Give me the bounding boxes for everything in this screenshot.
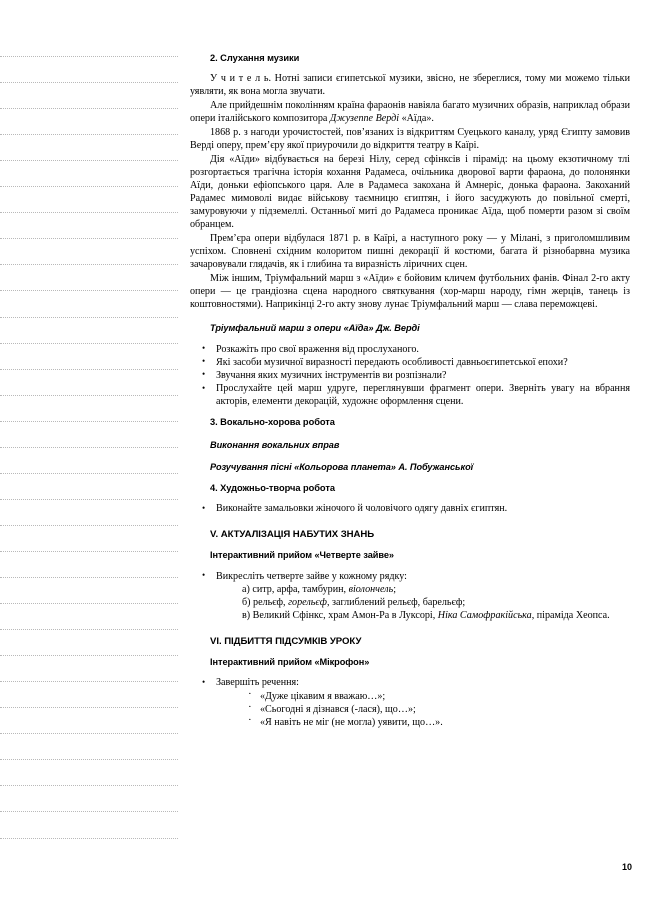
sentence-text: «Сьогодні я дізнався (-лася), що…»;	[260, 703, 416, 715]
note-line	[0, 838, 178, 839]
sub-bullet-icon: ·	[248, 713, 252, 726]
bullet-icon: •	[202, 570, 206, 580]
lettered-row-a	[242, 583, 630, 596]
row-b-suffix: , заглиблений рельєф, барельєф;	[326, 596, 466, 608]
note-lines-margin	[0, 56, 178, 846]
row-a-answer: віолончель	[348, 583, 394, 595]
paragraph-opera-intro	[190, 99, 630, 125]
note-line	[0, 577, 178, 578]
bullet-icon: •	[202, 676, 206, 687]
bullet-icon: •	[202, 382, 206, 393]
note-line	[0, 264, 178, 265]
row-a-prefix: а) ситр, арфа, тамбурин,	[242, 583, 349, 595]
note-line	[0, 499, 178, 500]
heading-section-5: V. АКТУАЛІЗАЦІЯ НАБУТИХ ЗНАНЬ	[210, 529, 375, 541]
sentence-text: «Дуже цікавим я вважаю…»;	[260, 690, 386, 702]
listening-title: Тріумфальний марш з опери «Аїда» Дж. Верді	[210, 323, 420, 334]
note-line	[0, 759, 178, 760]
row-c-suffix: , піраміда Хеопса.	[531, 609, 610, 621]
note-line	[0, 785, 178, 786]
interactive-method-microphone: Інтерактивний прийом «Мікрофон»	[210, 657, 370, 668]
paragraph-triumphal-march: Між іншим, Тріумфальний марш з «Аїди» є бойовим кличем футбольних фанів. Фінал 2-го акту опери — це грандіозна сцена народного святкування (хор-марш народу, гімн жерців, танець із коштовностями). Наприкінці 2-го акту знову лунає Тріумфальний марш — слава переможцеві.	[190, 273, 630, 311]
bullet-icon: •	[202, 502, 206, 513]
note-line	[0, 317, 178, 318]
listening-questions-list	[190, 343, 630, 409]
microphone-task-list	[190, 676, 630, 729]
note-line	[0, 733, 178, 734]
heading-section-2: 2. Слухання музики	[210, 53, 300, 63]
sub-bullet-icon: ·	[248, 700, 252, 713]
song-learning-subheading: Розучування пісні «Кольорова планета» А. Побужанської	[210, 461, 474, 472]
note-line	[0, 343, 178, 344]
note-line	[0, 707, 178, 708]
note-line	[0, 603, 178, 604]
note-line	[0, 681, 178, 682]
lettered-rows	[242, 583, 630, 622]
note-line	[0, 811, 178, 812]
fourth-extra-task-list	[190, 570, 630, 623]
art-task-text: Виконайте замальовки жіночого й чоловічого одягу давніх єгиптян.	[216, 503, 508, 515]
row-c-prefix: в) Великий Сфінкс, храм Амон-Ра в Луксорі,	[242, 609, 438, 621]
list-item	[199, 570, 630, 623]
fourth-extra-task-text: Викресліть четверте зайве у кожному рядку:	[216, 570, 407, 582]
list-item	[199, 502, 630, 515]
note-line	[0, 421, 178, 422]
note-line	[0, 212, 178, 213]
note-line	[0, 186, 178, 187]
list-item	[199, 676, 630, 729]
note-line	[0, 238, 178, 239]
row-b-prefix: б) рельєф,	[242, 596, 289, 608]
note-line	[0, 655, 178, 656]
note-line	[0, 629, 178, 630]
note-line	[0, 108, 178, 109]
note-line	[0, 551, 178, 552]
note-line	[0, 447, 178, 448]
lettered-row-b	[242, 596, 630, 609]
bullet-icon: •	[202, 356, 206, 367]
note-line	[0, 160, 178, 161]
list-item	[199, 343, 630, 356]
row-a-suffix: ;	[393, 583, 396, 595]
list-item	[199, 356, 630, 369]
bullet-icon: •	[202, 343, 206, 354]
note-line	[0, 56, 178, 57]
sub-bullet-icon: ·	[248, 687, 252, 700]
art-task-list	[190, 502, 630, 515]
note-line	[0, 369, 178, 370]
paragraph-plot: Дія «Аїди» відбувається на березі Нілу, серед сфінксів і пірамід: на цьому екзотичному тлі розгортається трагічна історія кохання Радамеса, очільника дворової варти фараона, до полонянки Аїди, доньки ефіопського царя. Але в Радамеса закохана й Амнеріс, донька фараона. Закоханий Радамес мимоволі видає військову таємницю єгиптян, і його засуджують до повільної смерті, замуровуючи у підземеллі. Останньої миті до Радамеса проникає Аїда, щоб померти разом зі своїм обранцем.	[190, 153, 630, 231]
paragraph-opera-intro-text: Але прийдешнім поколінням країна фараонів навіяла багато музичних образів, наприклад образи опери італійського композитора	[190, 99, 630, 125]
paragraph-1868: 1868 р. з нагоди урочистостей, пов’язаних із відкриттям Суецького каналу, уряд Єгипту замовив Верді оперу, прем’єру якої приурочили до відкриття театру в Каїрі.	[190, 126, 630, 151]
list-item	[246, 687, 630, 703]
list-item	[246, 713, 630, 729]
composer-name: Джузеппе Верді	[329, 113, 400, 125]
question-text: Розкажіть про свої враження від прослуханого.	[216, 343, 419, 355]
paragraph-premiere: Прем’єра опери відбулася 1871 р. в Каїрі, а наступного року — у Мілані, з приголомшливим успіхом. Сповнені східним колоритом пишні декорації й костюми, багата й різнобарвна музика зачаровували глядачів, як і глибина та виразність ліричних сцен.	[190, 233, 630, 271]
lettered-row-c	[242, 609, 630, 622]
note-line	[0, 473, 178, 474]
opera-title-tail: «Аїда».	[399, 113, 434, 125]
interactive-method-fourth-extra: Інтерактивний прийом «Четверте зайве»	[210, 550, 394, 561]
microphone-task-text: Завершіть речення:	[216, 677, 299, 689]
note-line	[0, 395, 178, 396]
note-line	[0, 82, 178, 83]
row-b-answer: горельєф	[288, 596, 327, 608]
list-item	[199, 382, 630, 408]
heading-section-6: VI. ПІДБИТТЯ ПІДСУМКІВ УРОКУ	[210, 636, 362, 648]
note-line	[0, 134, 178, 135]
page-number: 10	[621, 862, 632, 872]
paragraph-teacher: У ч и т е л ь. Нотні записи єгипетської музики, звісно, не збереглися, тому ми можемо тільки уявляти, як вона могла звучати.	[190, 73, 630, 98]
bullet-icon: •	[202, 369, 206, 380]
list-item	[246, 700, 630, 716]
page-content	[190, 44, 630, 729]
heading-section-3: 3. Вокально-хорова робота	[210, 417, 335, 428]
question-text: Які засоби музичної виразності передають особливості давньоєгипетської епохи?	[216, 356, 568, 368]
note-line	[0, 525, 178, 526]
question-text: Звучання яких музичних інструментів ви розпізнали?	[216, 369, 447, 381]
vocal-exercises-subheading: Виконання вокальних вправ	[210, 439, 340, 450]
note-line	[0, 290, 178, 291]
row-c-answer: Ніка Самофракійська	[437, 609, 532, 621]
heading-section-4: 4. Художньо-творча робота	[210, 482, 335, 493]
question-text: Прослухайте цей марш удруге, переглянувши фрагмент опери. Зверніть увагу на вбрання акторів, елементи декорацій, художнє оформлення сцени.	[216, 383, 630, 408]
sentence-starters-list	[216, 687, 630, 729]
sentence-text: «Я навіть не міг (не могла) уявити, що…».	[260, 716, 443, 728]
list-item	[199, 369, 630, 382]
